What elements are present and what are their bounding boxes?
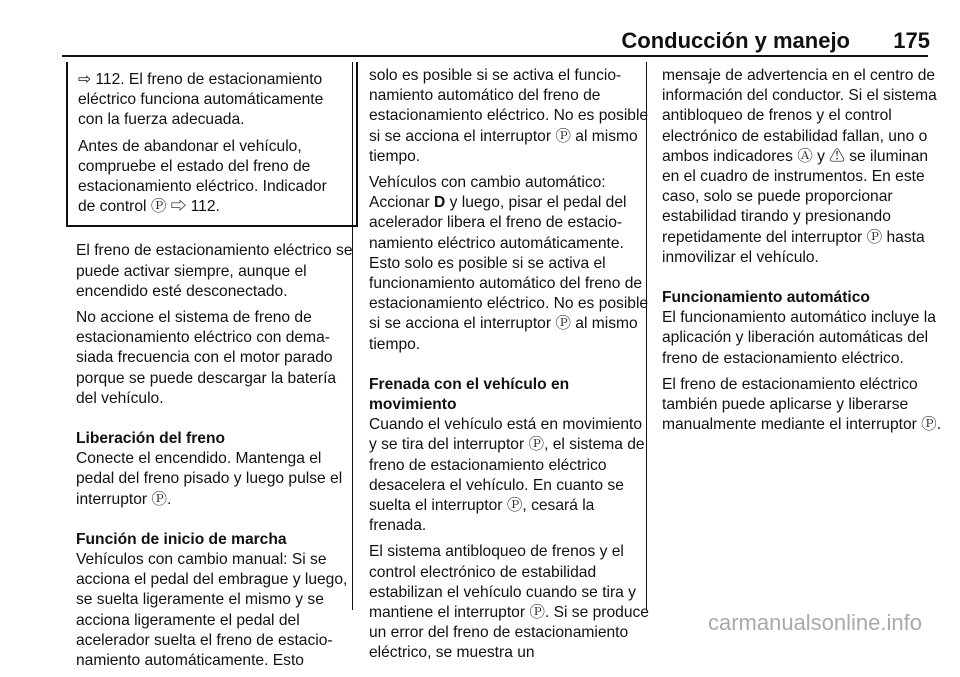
- subheading-brake-release: Liberación del freno: [76, 430, 226, 448]
- subheading-braking-moving: Frenada con el vehículo en movimiento: [369, 375, 570, 414]
- paragraph: Conecte el encendido. Mantenga el pedal del freno pisado y luego pulse el interruptor Ⓟ.: [76, 450, 343, 508]
- paragraph: No accione el sistema de freno de estacionamiento eléctrico con demasiada frecuencia con el motor parado porque se puede descargar la batería del vehículo.: [76, 309, 337, 407]
- column-2: [369, 66, 649, 670]
- paragraph: El freno de estacionamiento eléctrico se puede activar siempre, aunque el encendido esté desconectado.: [76, 242, 353, 300]
- page-header: [60, 26, 930, 56]
- column-3: [662, 66, 942, 441]
- paragraph: Vehículos con cambio manual: Si se acciona el pedal del embrague y luego, se suelta ligeramente el mismo y se acciona ligeramente el pedal del acelerador suelta el freno de estacionamiento automáticamente. Esto: [76, 551, 348, 670]
- paragraph: El freno de estacionamiento eléctrico también puede aplicarse y liberarse manualmente mediante el interruptor Ⓟ.: [662, 375, 942, 434]
- column-1: [76, 62, 356, 677]
- page-number: 175: [893, 28, 930, 53]
- watermark: carmanualsonline.info: [707, 610, 922, 635]
- gear-d-label: D: [434, 194, 446, 212]
- note-paragraph-2: Antes de abandonar el vehículo, compruebe el estado del freno de estacionamiento eléctrico. Indicador de control Ⓟ ⇨ 112.: [78, 137, 327, 216]
- paragraph: El funcionamiento automático incluye la aplicación y liberación automáticas del freno de estacionamiento eléctrico.: [662, 309, 936, 367]
- paragraph: El sistema antibloqueo de frenos y el control electrónico de estabilidad estabilizan el vehículo cuando se tira y mantiene el interruptor Ⓟ. Si se produce un error del freno de estacionamiento eléctrico, se muestra un: [369, 543, 649, 662]
- subheading-drive-away: Función de inicio de marcha: [76, 530, 287, 548]
- note-box: [66, 62, 358, 227]
- header-rule: [62, 55, 928, 57]
- paragraph: solo es posible si se activa el funcionamiento automático del freno de estacionamiento eléctrico. No es posible si se acciona el interruptor Ⓟ al mismo tiempo.: [369, 67, 649, 165]
- note-paragraph-1: ⇨ 112. El freno de estacionamiento eléctrico funciona automáticamente con la fuerza adecuada.: [78, 71, 324, 129]
- paragraph: Cuando el vehículo está en movimiento y se tira del interruptor Ⓟ, el sistema de freno de estacionamiento eléctrico desacelera el vehículo. En cuanto se suelta el interruptor Ⓟ, cesará la frenada.: [369, 416, 645, 535]
- paragraph-automatic-gearbox: Vehículos con cambio automático: Accionar D y luego, pisar el pedal del acelerador libera el freno de estacionamiento eléctrico automáticamente. Esto solo es posible si se activa el funcionamiento automático del freno de estacionamiento eléctrico. No es posible si se acciona el interruptor Ⓟ al mismo tiempo.: [369, 174, 649, 353]
- section-title: Conducción y manejo: [621, 28, 850, 53]
- subheading-automatic-operation: Funcionamiento automático: [662, 289, 870, 307]
- paragraph: mensaje de advertencia en el centro de información del conductor. Si el sistema antibloqueo de frenos y el control electrónico de estabilidad fallan, uno o ambos indicadores Ⓐ y ⚠ se iluminan en el cuadro de instrumentos. En este caso, solo se puede proporcionar estabilidad tirando y presionando repetidamente del interruptor Ⓟ hasta inmovilizar el vehículo.: [662, 67, 937, 266]
